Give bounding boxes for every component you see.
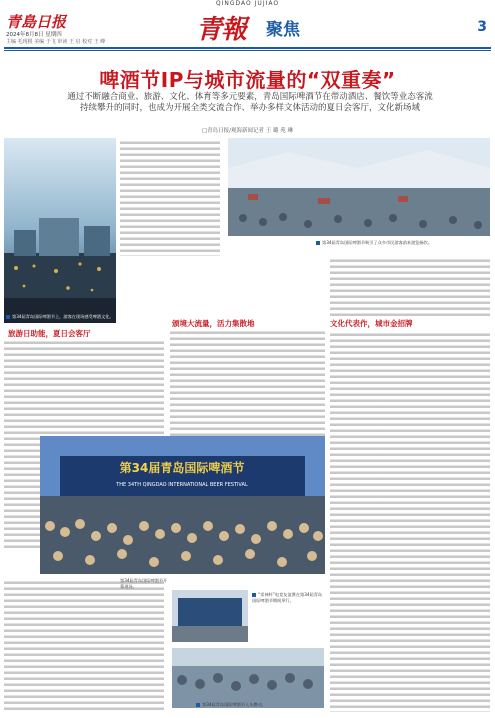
intro-text <box>120 140 220 256</box>
issue-date: 2024年8月8日 星期四 <box>6 32 62 38</box>
brand-logo: 青報 <box>196 15 247 45</box>
editor-credits: 主编 毛现根 美编 于飞 审读 王 启 校对 王 峰 <box>6 39 106 45</box>
masthead <box>4 9 491 47</box>
photo-caption-2: 第34届青岛国际啤酒节吸引了众多市民游客前来游览畅饮。 <box>316 240 488 246</box>
banner-text: 第34届青岛国际啤酒节 <box>119 461 245 475</box>
section-topbar: QINGDAO JUJIAO <box>215 0 280 7</box>
byline: □青岛日报/观海新闻记者 王 璐 苑 琳 <box>201 128 294 134</box>
section-title: 聚焦 <box>266 20 300 40</box>
photo-caption-stage: 第34届青岛国际啤酒节开幕现场。 <box>120 578 168 589</box>
column-1-bottom-text <box>4 580 164 712</box>
photo-caption-1: 第34届青岛国际啤酒节上，游客在现场感受啤酒文化。 <box>6 314 114 320</box>
column-2-text <box>170 330 325 436</box>
beer-festival-night-photo <box>4 138 116 323</box>
newspaper-logo: 青島日报 <box>6 13 67 31</box>
page-number: 3 <box>477 19 487 35</box>
crowd-photo <box>172 648 324 708</box>
photo-caption-3: “雷神杯”电竞友谊赛在第34届青岛国际啤酒节期间举行。 <box>252 592 323 603</box>
deck <box>30 92 470 114</box>
deck-line-2: 持续攀升的同时，也成为开展全类交流合作、举办多样文体活动的夏日会客厅，文化新场域 <box>79 103 420 113</box>
header-rule <box>4 47 491 49</box>
deck-line-1: 通过不断融合商业、旅游、文化、体育等多元要素，青岛国际啤酒节在带动酒店、餐饮等业态客流 <box>67 92 433 102</box>
crowd-tent-photo <box>228 138 490 236</box>
esports-event-photo <box>172 590 248 642</box>
photo-caption-4: 第34届青岛国际啤酒节人头攒动。 <box>196 702 326 708</box>
festival-stage-photo <box>40 436 325 574</box>
right-upper-text <box>330 258 490 318</box>
banner-subtext: THE 34TH QINGDAO INTERNATIONAL BEER FESTIVAL <box>116 482 248 488</box>
subhead-traffic: 颁境大流量，活力集散地 <box>172 319 255 328</box>
headline: 啤酒节IP与城市流量的“双重奏” <box>99 68 396 92</box>
subhead-culture: 文化代表作，城市金招牌 <box>330 319 413 328</box>
subhead-tourism: 旅游日助能，夏日会客厅 <box>8 329 91 338</box>
header-rule-thin <box>4 50 491 51</box>
column-3-text <box>330 332 490 712</box>
